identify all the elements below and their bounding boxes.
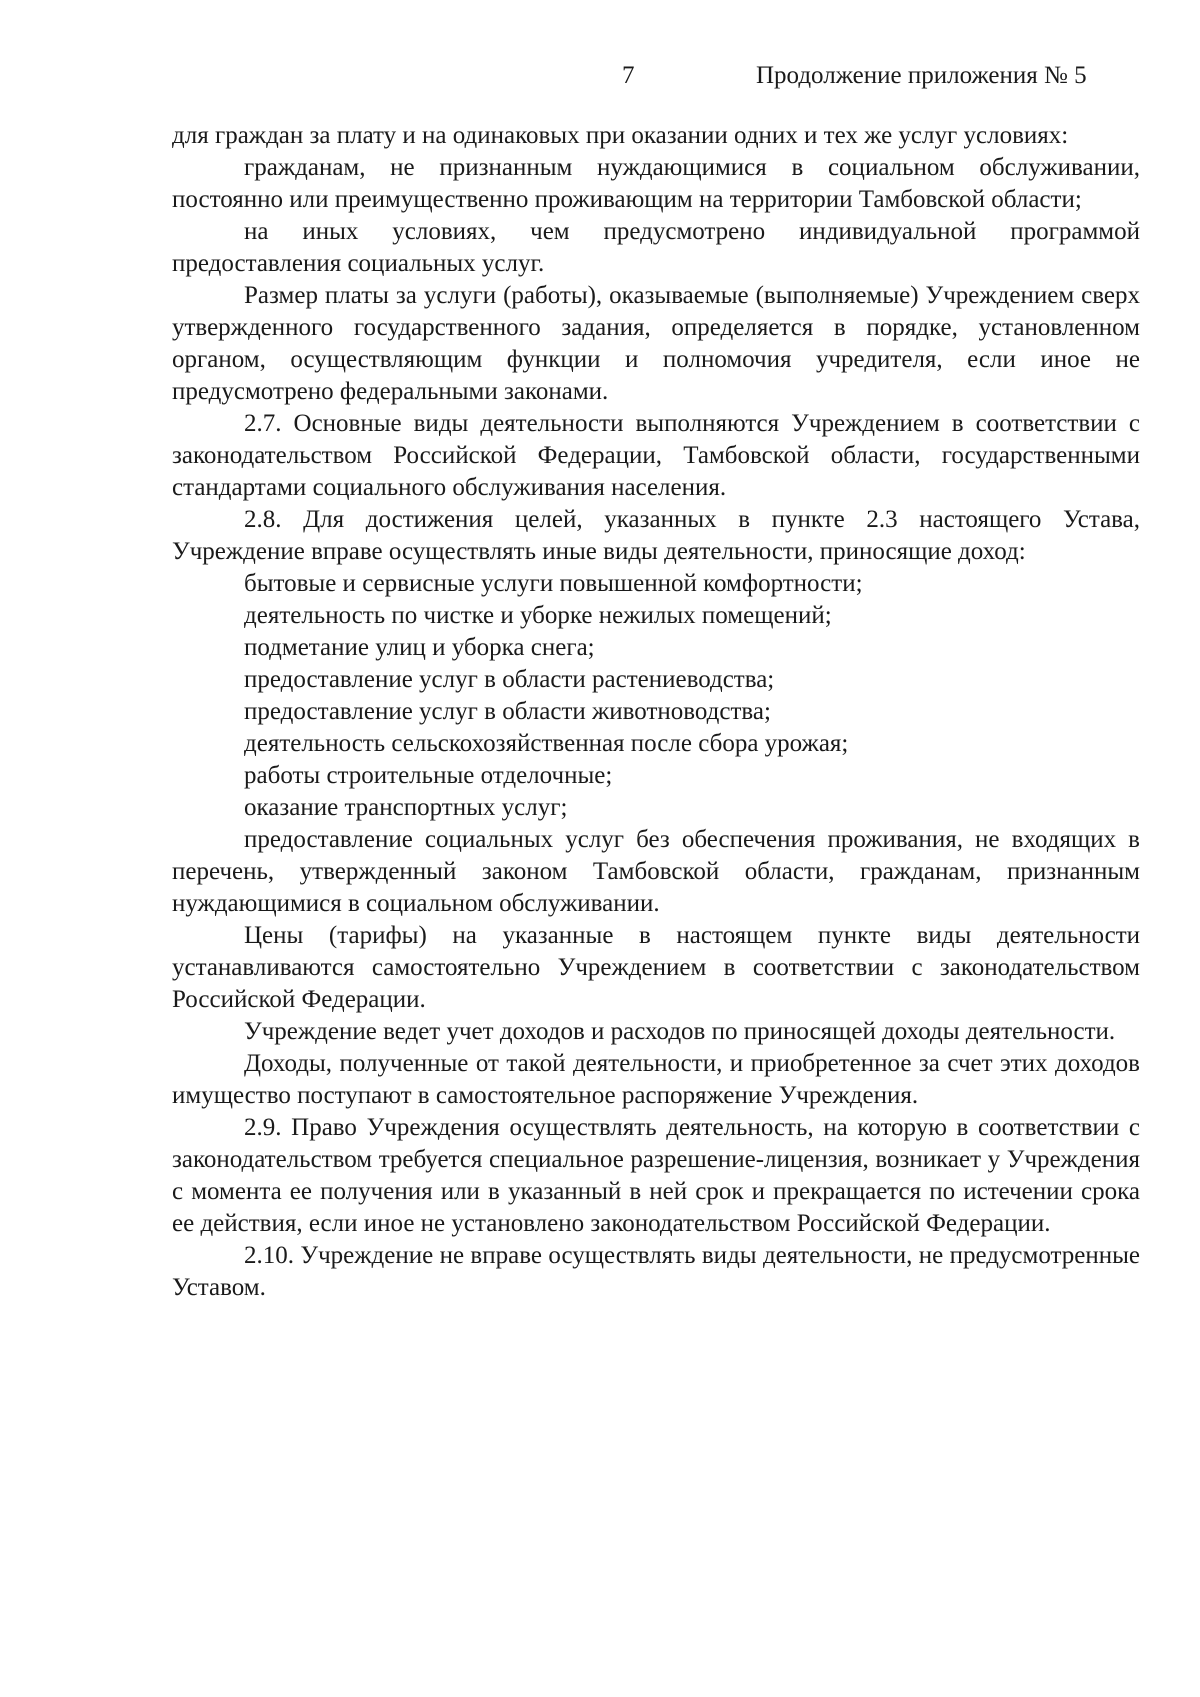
list-item: деятельность по чистке и уборке нежилых помещений; <box>244 602 832 629</box>
clause-2-9: 2.9. Право Учреждения осуществлять деятельность, на которую в соответствии с законодательством требуется специальное разрешение-лицензия, возникает у Учреждения с момента ее получения или в указанный в ней срок и прекращается по истечении срока ее действия, если иное не установлено законодательством Российской Федерации. <box>172 1114 1140 1237</box>
paragraph: Учреждение ведет учет доходов и расходов по приносящей доходы деятельности. <box>244 1018 1116 1045</box>
clause-2-7: 2.7. Основные виды деятельности выполняются Учреждением в соответствии с законодательством Российской Федерации, Тамбовской области, государственными стандартами социального обслуживания населения. <box>172 410 1140 501</box>
list-item: подметание улиц и уборка снега; <box>244 634 595 661</box>
paragraph-continuation: для граждан за плату и на одинаковых при оказании одних и тех же услуг условиях: <box>172 122 1069 149</box>
paragraph: Размер платы за услуги (работы), оказываемые (выполняемые) Учреждением сверх утвержденного государственного задания, определяется в порядке, установленном органом, осуществляющим функции и полномочия учредителя, если иное не предусмотрено федеральными законами. <box>172 282 1140 405</box>
paragraph: гражданам, не признанным нуждающимися в социальном обслуживании, постоянно или преимущественно проживающим на территории Тамбовской области; <box>172 154 1140 213</box>
page-number: 7 <box>622 62 635 89</box>
list-item: предоставление услуг в области растениеводства; <box>244 666 775 693</box>
page-header <box>0 56 1200 96</box>
paragraph: Цены (тарифы) на указанные в настоящем пункте виды деятельности устанавливаются самостоятельно Учреждением в соответствии с законодательством Российской Федерации. <box>172 922 1140 1013</box>
list-item-multiline: предоставление социальных услуг без обеспечения проживания, не входящих в перечень, утвержденный законом Тамбовской области, гражданам, признанным нуждающимися в социальном обслуживании. <box>172 826 1140 917</box>
document-body <box>172 120 1140 1304</box>
list-item: предоставление услуг в области животноводства; <box>244 698 771 725</box>
appendix-label: Продолжение приложения № 5 <box>756 62 1087 89</box>
list-item: работы строительные отделочные; <box>244 762 613 789</box>
paragraph: Доходы, полученные от такой деятельности, и приобретенное за счет этих доходов имущество поступают в самостоятельное распоряжение Учреждения. <box>172 1050 1140 1109</box>
list-item: бытовые и сервисные услуги повышенной комфортности; <box>244 570 863 597</box>
clause-2-8: 2.8. Для достижения целей, указанных в пункте 2.3 настоящего Устава, Учреждение вправе осуществлять иные виды деятельности, приносящие доход: <box>172 506 1140 565</box>
paragraph: на иных условиях, чем предусмотрено индивидуальной программой предоставления социальных услуг. <box>172 218 1140 277</box>
list-item: деятельность сельскохозяйственная после сбора урожая; <box>244 730 849 757</box>
list-item: оказание транспортных услуг; <box>244 794 568 821</box>
clause-2-10: 2.10. Учреждение не вправе осуществлять виды деятельности, не предусмотренные Уставом. <box>172 1242 1140 1301</box>
